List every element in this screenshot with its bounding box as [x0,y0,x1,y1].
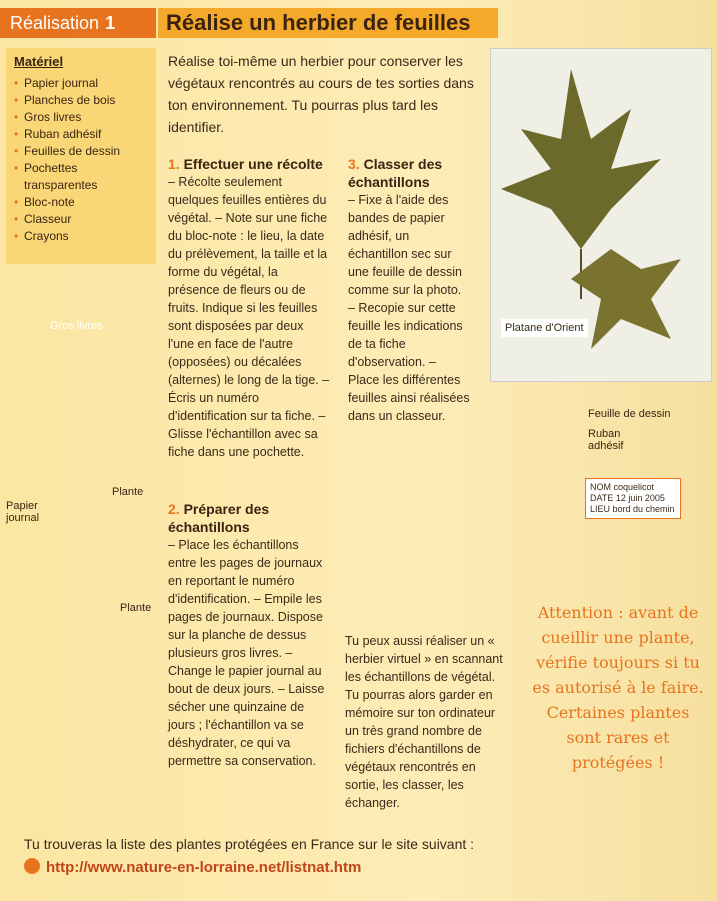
tag-number: 1 [105,13,116,33]
step-2 [168,500,330,770]
list-item: • Feuilles de dessin [14,143,148,160]
materiel-title: Matériel [14,54,64,69]
step-1 [168,155,330,461]
intro-text: Réalise toi-même un herbier pour conserver les végétaux rencontrés au cours de tes sorties dans ton environnement. Tu pourras plus tard les identifier. [168,53,474,135]
list-item: • Crayons [14,228,148,245]
tag-label: Réalisation [10,13,100,33]
label-papier-journal: Papier journal [6,500,40,524]
section-tag [0,8,156,38]
list-item: • Bloc-note [14,194,148,211]
footer-link[interactable]: http://www.nature-en-lorraine.net/listnat.htm [24,858,544,876]
list-item: • Gros livres [14,109,148,126]
step-1-text: – Récolte seulement quelques feuilles entières du végétal. – Note sur une fiche du bloc-note : le lieu, la date du prélèvement, la taille et la forme du végétal, la présence de fleurs ou de fruits. Indique si les feuilles sont disposées par deux l'une en face de l'autre (opposées) ou décalées (alternes) le long de la tige. – Écris un numéro d'identification sur ta fiche. – Glisse l'échantillon avec sa fiche dans une pochette. [168,175,330,459]
label-gros-livres: Gros livres [50,320,103,332]
photo-label: Platane d'Orient [501,319,588,337]
leaf-photo [490,48,712,382]
list-item: • Classeur [14,211,148,228]
label-ruban: Ruban adhésif [588,428,624,452]
footer [24,836,544,876]
footer-text: Tu trouveras la liste des plantes protégées en France sur le site suivant : [24,836,475,852]
list-item: • Papier journal [14,75,148,92]
materiel-list [14,75,148,245]
page-title: Réalise un herbier de feuilles [158,8,498,38]
sample-card: NOM coquelicot DATE 12 juin 2005 LIEU bord du chemin [585,478,681,519]
label-plante: Plante [120,602,152,614]
virtual-herbarium-text: Tu peux aussi réaliser un « herbier virtuel » en scannant les échantillons de végétal. Tu pourras alors garder en mémoire sur ton ordinateur un très grand nombre de fichiers d'échantillons de végétaux rencontrés en sortie, les classer, les échanger. [345,634,503,810]
step-2-text: – Place les échantillons entre les pages de journaux en reportant le numéro d'identification. – Empile les pages de journaux. Dispose sur la planche de dessus plusieurs gros livres. – Change le papier journal au bout de deux jours. – Laisse sécher une quinzaine de jours ; l'échantillon va se déshydrater, ce qui va permettre sa conservation. [168,538,325,768]
step-3-title: 3. Classer des échantillons [348,156,443,190]
list-item: • Ruban adhésif [14,126,148,143]
step-3 [348,155,470,425]
step-2-title: 2. Préparer des échantillons [168,501,270,535]
step-3-text: – Fixe à l'aide des bandes de papier adhésif, un échantillon sec sur une feuille de dessin comme sur la photo. – Recopie sur cette feuille les indications de ta fiche d'observation. – Place les différentes feuilles ainsi réalisées dans un classeur. [348,193,470,423]
globe-icon [24,858,40,874]
list-item: • Planches de bois [14,92,148,109]
label-feuille-dessin: Feuille de dessin [588,408,671,420]
list-item: • Pochettes transparentes [14,160,148,194]
materiel-box [6,48,156,264]
label-plante: Plante [112,486,144,498]
step-1-title: 1. Effectuer une récolte [168,156,323,172]
attention-note: Attention : avant de cueillir une plante, vérifie toujours si tu es autorisé à le faire. Certaines plantes sont rares et protégées ! [532,603,704,772]
